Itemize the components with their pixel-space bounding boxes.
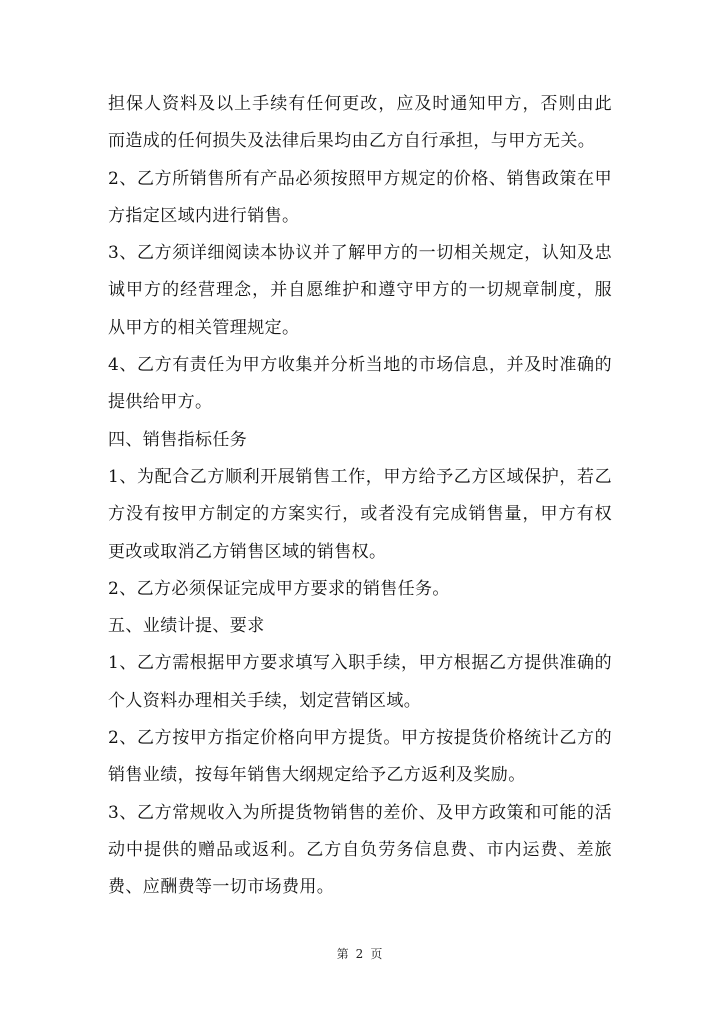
section-heading-sales-targets: 四、销售指标任务 (108, 429, 248, 450)
section-heading-performance: 五、业绩计提、要求 (108, 616, 265, 637)
paragraph-guarantor-changes: 担保人资料及以上手续有任何更改，应及时通知甲方，否则由此而造成的任何损失及法律后果均由乙方自行承担，与甲方无关。 (108, 94, 612, 152)
paragraph-performance-clause-1: 1、乙方需根据甲方要求填写入职手续，甲方根据乙方提供准确的个人资料办理相关手续，划定营销区域。 (108, 653, 612, 711)
paragraph-performance-clause-2: 2、乙方按甲方指定价格向甲方提货。甲方按提货价格统计乙方的销售业绩，按每年销售大纲规定给予乙方返利及奖励。 (108, 728, 612, 786)
page-footer (0, 945, 720, 962)
paragraph-targets-clause-1: 1、为配合乙方顺利开展销售工作，甲方给予乙方区域保护，若乙方没有按甲方制定的方案实行，或者没有完成销售量，甲方有权更改或取消乙方销售区域的销售权。 (108, 466, 612, 562)
paragraph-clause-4-market-info: 4、乙方有责任为甲方收集并分析当地的市场信息，并及时准确的提供给甲方。 (108, 355, 612, 413)
paragraph-clause-2-pricing: 2、乙方所销售所有产品必须按照甲方规定的价格、销售政策在甲方指定区域内进行销售。 (108, 168, 612, 226)
page-number: 2 (355, 947, 365, 961)
document-body (108, 86, 612, 907)
paragraph-clause-3-regulations: 3、乙方须详细阅读本协议并了解甲方的一切相关规定，认知及忠诚甲方的经营理念，并自愿维护和遵守甲方的一切规章制度，服从甲方的相关管理规定。 (108, 243, 612, 338)
footer-suffix: 页 (370, 947, 384, 961)
paragraph-targets-clause-2: 2、乙方必须保证完成甲方要求的销售任务。 (108, 578, 450, 599)
footer-prefix: 第 (336, 947, 350, 961)
paragraph-performance-clause-3: 3、乙方常规收入为所提货物销售的差价、及甲方政策和可能的活动中提供的赠品或返利。乙方自负劳务信息费、市内运费、差旅费、应酬费等一切市场费用。 (108, 802, 612, 898)
